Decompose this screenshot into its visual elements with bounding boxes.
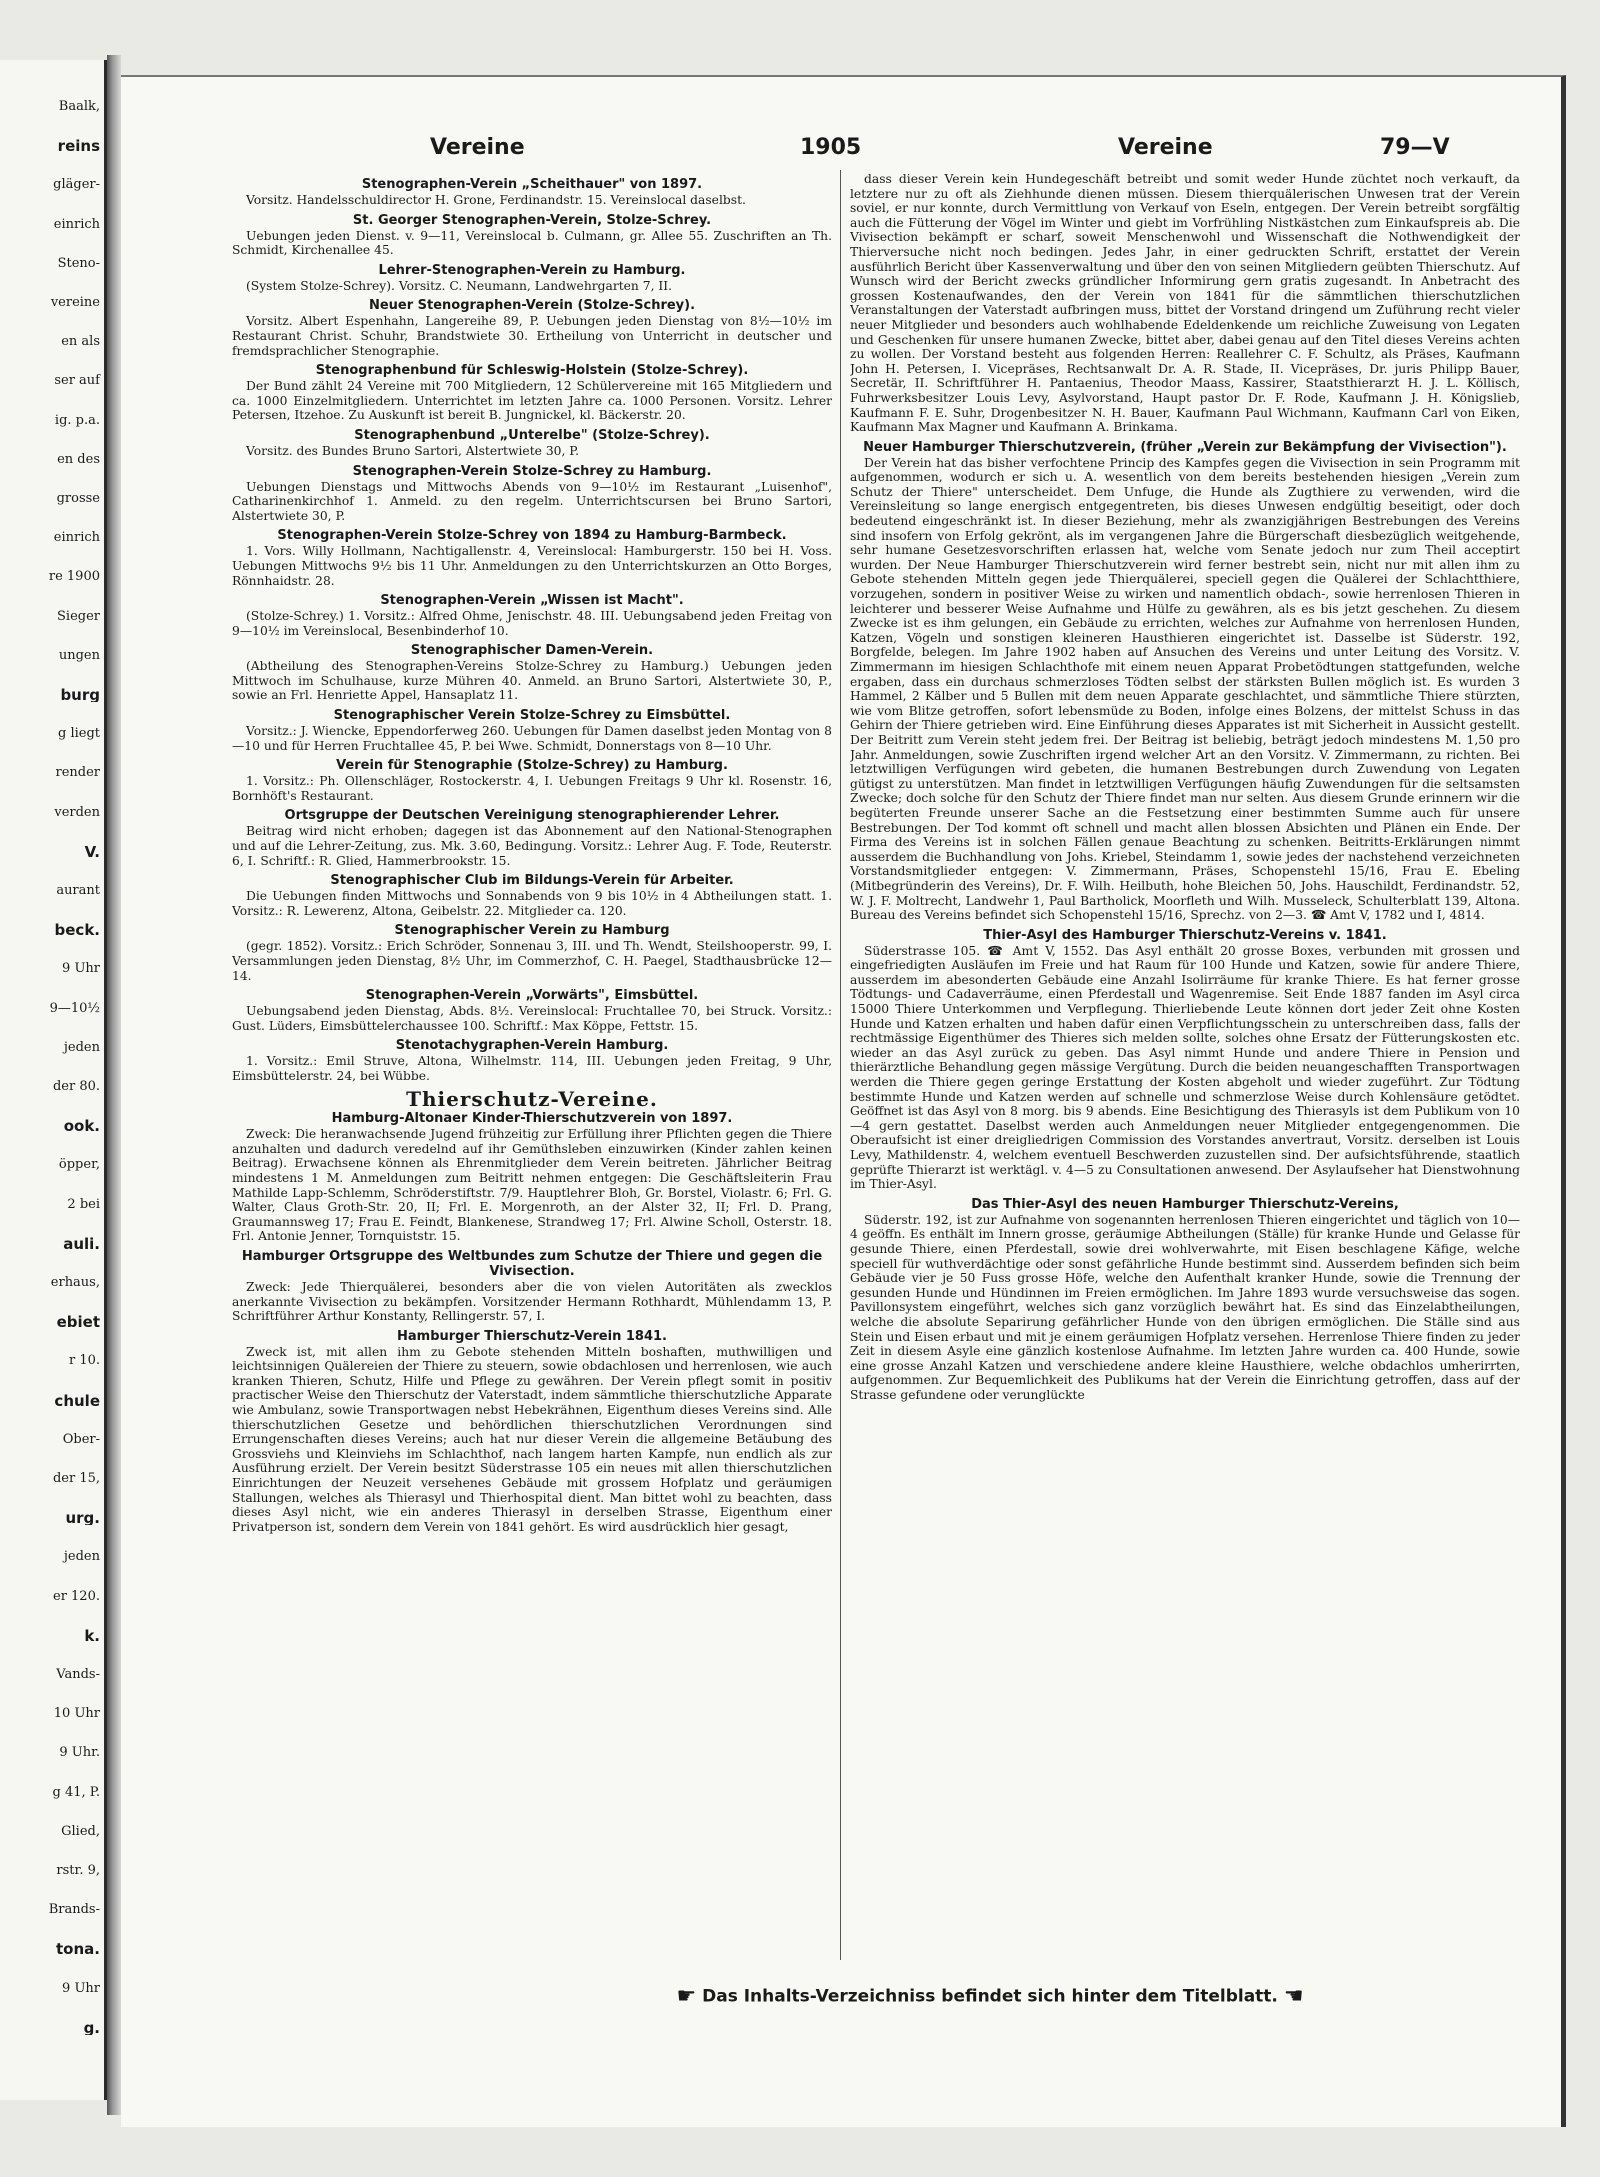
strip-fragment: en als <box>61 335 100 350</box>
strip-fragment: en des <box>57 452 100 467</box>
strip-fragment: ungen <box>58 648 100 663</box>
strip-fragment: grosse <box>56 492 100 506</box>
strip-fragment: 9 Uhr <box>62 1981 100 1996</box>
strip-fragment: 9 Uhr <box>62 962 100 977</box>
strip-fragment: Brands- <box>48 1903 100 1918</box>
strip-fragment: rstr. 9, <box>56 1864 100 1878</box>
adjacent-page-strip <box>0 60 107 2100</box>
book-gutter <box>107 55 121 2115</box>
strip-fragment: Sieger <box>57 609 100 624</box>
strip-fragment: Steno- <box>57 256 100 271</box>
entry-heading: Stenographenbund „Unterelbe" (Stolze-Schrey). <box>354 427 710 443</box>
entry-text: (Stolze-Schrey.) 1. Vorsitz.: Alfred Ohme, Jenischstr. 48. III. Uebungsabend jeden Freitag von 9—10½ im Vereinslocal, Besenbinderhof 10. <box>232 609 832 638</box>
strip-fragment: reins <box>57 139 100 154</box>
entry-text: Vorsitz. Albert Espenhahn, Langereihe 89, P. Uebungen jeden Dienstag von 8½—10½ im Restaurant Christ. Schuhr, Brandstwiete 30. Ertheilung von Unterricht in deutscher und fremdsprachlicher Stenographie. <box>232 314 832 358</box>
entry-text: Uebungen Dienstags und Mittwochs Abends von 9—10½ im Restaurant „Luisenhof", Catharinenkirchhof 1. Anmeld. zu den regelm. Unterrichtscursen bei Bruno Sartori, Alstertwiete 30, P. <box>232 479 832 523</box>
strip-fragment: 9 Uhr. <box>59 1746 100 1761</box>
strip-fragment: Vands- <box>56 1668 100 1682</box>
strip-fragment: öpper, <box>58 1158 100 1173</box>
pointing-hand-icon: ☚ <box>1283 1984 1304 2009</box>
entry-heading: Stenographen-Verein Stolze-Schrey von 1894 zu Hamburg-Barmbeck. <box>277 528 787 544</box>
footer-text: Das Inhalts-Verzeichniss befindet sich hinter dem Titelblatt. <box>702 1986 1278 2007</box>
strip-fragment: einrich <box>53 217 100 232</box>
entry-heading: Ortsgruppe der Deutschen Vereinigung stenographierender Lehrer. <box>284 808 780 824</box>
running-head-year: 1905 <box>800 135 862 160</box>
entry-heading: Stenographen-Verein „Wissen ist Macht". <box>380 593 684 609</box>
entry-text: Vorsitz. des Bundes Bruno Sartori, Alstertwiete 30, P. <box>246 443 579 458</box>
strip-fragment: re 1900 <box>48 570 100 585</box>
section-heading: Thierschutz-Vereine. <box>406 1086 658 1111</box>
entry-text: (gegr. 1852). Vorsitz.: Erich Schröder, Sonnenau 3, III. und Th. Wendt, Steilshooperstr. 99, I. Versammlungen jeden Dienstag, 8½ Uhr, im Commerzhof, C. H. Paegel, Stadthausbrücke 12—14. <box>232 939 832 983</box>
entry-heading: Stenographen-Verein „Vorwärts", Eimsbüttel. <box>365 988 699 1004</box>
strip-fragment: Glied, <box>61 1824 100 1839</box>
left-column <box>232 172 832 1962</box>
strip-fragment: g liegt <box>57 727 100 742</box>
entry-text: Der Verein hat das bisher verfochtene Princip des Kampfes gegen die Vivisection in sein Programm mit aufgenommen, wodurch er sich u. A. wesentlich von dem bereits bestehenden hiesigen „Verein zum Schutz der Thiere" unterscheidet. Dem Unfuge, die Hunde als Zugthiere zu verwenden, wird die Vereinsleitung so lange energisch entgegentreten, bis dieses Unwesen endgültig beseitigt, oder doch bedeutend eingeschränkt ist. In dieser Beziehung, mehr als zwanzigjährigen Bestrebungen des Vereins sind insofern von Erfolg gekrönt, als im vergangenen Jahre die Bürgerschaft diesbezüglich weitgehende, sehr humane Gesetzesvorschriften erlassen hat, welche vom Senate jedoch nur zum Theil acceptirt wurden. Der Neue Hamburger Thierschutzverein wird ferner bestrebt sein, nicht nur mit allen ihm zu Gebote stehenden Mitteln gegen jede Thierquälerei, speciell gegen die Quälerei der Schlachtthiere, vorzugehen, sondern in positiver Weise zu wirken und namentlich obdach-, sowie herrenlosen Thieren in leichterer und besserer Weise Aufnahme und Hülfe zu gewähren, als es bis jetzt geschehen. Zu diesem Zwecke ist es ihm gelungen, ein Gebäude zu errichten, welches zur Aufnahme von herrenlosen Hunden, Katzen, Vögeln und sonstigen kleineren Hausthieren eingerichtet ist. Dasselbe ist Süderstr. 192, Borgfelde, belegen. Im Jahre 1902 haben auf Ansuchen des Vereins und unter Leitung des Vorsitz. V. Zimmermann im hiesigen Schlachthofe mit einem neuen Apparat Probetödtungen stattgefunden, welche ergaben, dass ein durchaus schmerzloses Tödten selbst der stärksten Bullen möglich ist. Es wurden 3 Hammel, 2 Kälber und 5 Bullen mit dem neuen Apparate geschlachtet, und sämmtliche Thiere stürzten, wie vom Blitze getroffen, sofort lebensmüde zu Boden, infolge eines Bolzens, der mittelst Schuss in das Gehirn der Thiere getrieben wird. Eine Einführung dieses Apparates ist mit Sicherheit in Aussicht gestellt. Der Beitritt zum Verein steht jedem frei. Der Beitrag ist beliebig, beträgt jedoch mindestens M. 1,50 pro Jahr. Anmeldungen, sowie Zuschriften irgend welcher Art an den Vorsitz. V. Zimmermann, zu richten. Bei letztwilligen Verfügungen wird gebeten, die humanen Bestrebungen durch Zuwendung von Legaten gütigst zu unterstützen. Man findet in letztwilligen Verfügungen häufig Zuwendungen für die seltsamsten Zwecke; doch solche für den Schutz der Thiere findet man nur selten. Aus diesem Grunde erinnern wir die begüterten Freunde unserer Sache an die Festsetzung einer bestimmten Summe auch für unsere Bestrebungen. Der Tod kommt oft schnell und macht allen blossen Absichten und Plänen ein Ende. Der Firma des Vereins ist in solchen Fällen genaue Beachtung zu schenken. Beitritts-Erklärungen nimmt ausserdem die Buchhandlung von Johs. Kriebel, Steindamm 1, sowie jedes der nachstehend verzeichneten Vorstandsmitglieder entgegen: V. Zimmermann, Präses, Schopenstehl 15/16, Frau E. Ebeling (Mitbegründerin des Vereins), Dr. F. Wilh. Heilbuth, hohe Bleichen 50, Johs. Hauschildt, Ferdinandstr. 52, W. J. F. Moltrecht, Landwehr 1, Paul Bartholick, Moorfleth und Wilh. Musseleck, Schulterblatt 139, Altona. Bureau des Vereins befindet sich Schopenstehl 15/16, Sprechz. von 2—3. ☎ Amt V, 1782 und I, 4814. <box>850 455 1520 923</box>
entry-heading: Stenographen-Verein „Scheithauer" von 1897. <box>361 177 703 192</box>
entry-text: Der Bund zählt 24 Vereine mit 700 Mitgliedern, 12 Schülervereine mit 165 Mitgliedern und ca. 1000 Einzelmitgliedern. Unterrichtet im letzten Jahre ca. 1000 Personen. Vorsitz. Lehrer Petersen, Itzehoe. Zu Auskunft ist bereit B. Jungnickel, kl. Bäckerstr. 20. <box>232 379 832 423</box>
entry-heading: Lehrer-Stenographen-Verein zu Hamburg. <box>378 262 686 278</box>
strip-fragment: Ober- <box>62 1432 100 1447</box>
strip-fragment: ebiet <box>56 1315 100 1330</box>
entry-text: Die Uebungen finden Mittwochs und Sonnabends von 9 bis 10½ in 4 Abtheilungen statt. 1. Vorsitz.: R. Lewerenz, Altona, Geibelstr. 22. Mitglieder ca. 120. <box>232 889 832 918</box>
entry-heading: Das Thier-Asyl des neuen Hamburger Thierschutz-Vereins, <box>971 1196 1399 1212</box>
entry-text: Zweck: Jede Thierquälerei, besonders aber die von vielen Autoritäten als zwecklos anerkannte Vivisection zu bekämpfen. Vorsitzender Hermann Rothhardt, Mühlendamm 13, P. Schriftführer Arthur Konstanty, Rellingerstr. 57, I. <box>232 1279 832 1324</box>
strip-fragment: 10 Uhr <box>53 1707 100 1722</box>
entry-text: (System Stolze-Schrey). Vorsitz. C. Neumann, Landwehrgarten 7, II. <box>246 278 673 293</box>
entry-text: Uebungen jeden Dienst. v. 9—11, Vereinslocal b. Culmann, gr. Allee 55. Zuschriften an Th. Schmidt, Kirchenallee 45. <box>232 228 832 258</box>
entry-heading: Hamburger Thierschutz-Verein 1841. <box>397 1328 667 1344</box>
strip-fragment: g. <box>83 2020 100 2035</box>
strip-fragment: tona. <box>56 1942 100 1957</box>
strip-fragment: vereine <box>50 296 100 310</box>
entry-heading: Neuer Hamburger Thierschutzverein, (früher „Verein zur Bekämpfung der Vivisection"). <box>863 439 1507 455</box>
entry-text: 1. Vorsitz.: Emil Struve, Altona, Wilhelmstr. 114, III. Uebungen jeden Freitag, 9 Uhr, Eimsbüttelerstr. 24, bei Wübbe. <box>232 1054 832 1083</box>
entry-heading: Stenographen-Verein Stolze-Schrey zu Hamburg. <box>352 463 712 479</box>
strip-fragment: urg. <box>65 1511 100 1526</box>
strip-fragment: r 10. <box>68 1354 100 1369</box>
strip-fragment: ser auf <box>54 374 100 389</box>
entry-heading: Stenographenbund für Schleswig-Holstein (Stolze-Schrey). <box>315 363 749 379</box>
entry-text: Vorsitz.: J. Wiencke, Eppendorferweg 260. Uebungen für Damen daselbst jeden Montag von 8—10 und für Herren Fruchtallee 45, P. bei Wwe. Schmidt, Donnerstags von 8—10 Uhr. <box>232 724 832 753</box>
entry-text: Süderstrasse 105. ☎ Amt V, 1552. Das Asyl enthält 20 grosse Boxes, verbunden mit grossen und eingefriedigten Ausläufen im Freie und hat Raum für 100 Hunde und Katzen, sowie für andere Thiere, ausserdem im abesonderten Gebäude eine Anzahl Isolirräume für kranke Thiere. Es hat ferner grosse Tödtungs- und Cadaverräume, einen Pferdestall und Wagenremise. Seit Ende 1887 fanden im Asyl circa 15000 Thiere Unterkommen und Verpflegung. Thierliebende Leute können dort jeder Zeit ohne Kosten Hunde und Katzen erhalten und haben dafür einen Verpflichtungsschein zu unterschreiben dass, falls der rechtmässige Eigenthümer des Thieres sich melden sollte, solches ohne Ersatz der Fütterungskosten etc. wieder an das Asyl zurück zu geben. Das Asyl nimmt Hunde und andere Thiere in Pension und thierärztliche Behandlung gegen mässige Vergütung. Durch die beiden neuangeschafften Transportwagen werden die Thiere gegen geringe Erstattung der Kosten abgeholt und wieder zugeführt. Zur Tödtung bestimmte Hunde und Katzen werden auf schnelle und schmerzlose Weise durch Kohlensäure getödtet. Geöffnet ist das Asyl von 8 morg. bis 9 abends. Eine Besichtigung des Thierasyls ist dem Publikum von 10—4 gern gestattet. Daselbst werden auch Anmeldungen neuer Mitglieder entgegengenommen. Die Oberaufsicht ist einer dreigliedrigen Commission des Vorstandes anvertraut, Vorsitz. derselben ist Louis Levy, Mathildenstr. 4, welchem eventuell Beschwerden zuzustellen sind. Der aufsichtsführende, staatlich geprüfte Thierarzt ist werktägl. v. 4—5 zu Consultationen anwesend. Der Asylaufseher hat Dienstwohnung im Thier-Asyl. <box>850 943 1520 1192</box>
strip-fragment: render <box>55 766 100 781</box>
strip-fragment: chule <box>54 1393 100 1408</box>
entry-text: dass dieser Verein kein Hundegeschäft betreibt und somit weder Hunde züchtet noch verkauft, da letztere nur zu oft als Ziehhunde dienen müssen. Diesem thierquälerischen Unwesen trat der Verein soviel, er nur konnte, durch Vermittlung von Verkauf von Eseln, entgegen. Der Verein betreibt sorgfältig auch die Fütterung der Vögel im Winter und giebt im Vorfrühling Nistkästchen zum Einkaufspreis ab. Die Vivisection bekämpft er scharf, soweit Menschenwohl und Wissenschaft die Nothwendigkeit der Thierversuche nicht noch bedingen. Jedes Jahr, in einer gedruckten Schrift, erstattet der Verein ausführlich Bericht über Kassenverwaltung und über den von seinen Mitgliedern geübten Thierschutz. Auf Wunsch wird der Bericht zwecks gründlicher Informirung gern gratis zugesandt. In Anbetracht des grossen Kostenaufwandes, den der Verein von 1841 für die sämmtlichen thierschutzlichen Veranstaltungen der Vaterstadt aufbringen muss, bittet der Vorstand dringend um Zuführung recht vieler neuer Mitglieder und besonders auch wohlhabende Edeldenkende um reichliche Zuweisung von Legaten und Geschenken für unsere humanen Zwecke, bittet aber, dabei genau auf den Titel dieses Vereins achten zu wollen. Der Vorstand besteht aus folgenden Herren: Reallehrer C. F. Schultz, als Präses, Kaufmann John H. Petersen, I. Vicepräses, Rechtsanwalt Dr. A. R. Stade, II. Vicepräses, Dr. juris Philipp Bauer, Secretär, II. Schriftführer H. Pantaenius, Theodor Maass, Kassirer, Staatsthierarzt H. J. L. Köllisch, Fuhrwerksbesitzer Louis Levy, Asylvorstand, Haupt pastor Dr. F. Rode, Kaufmann J. H. Königslieb, Kaufmann F. E. Suhr, Drogenbesitzer N. H. Bauer, Kaufmann Paul Wichmann, Kaufmann Carl von Eiken, Kaufmann Max Magner und Kaufmann A. Brinkama. <box>850 172 1520 435</box>
running-head-left: Vereine <box>430 135 525 160</box>
strip-fragment: V. <box>84 844 100 859</box>
entry-heading: Neuer Stenographen-Verein (Stolze-Schrey). <box>368 298 696 314</box>
right-column <box>850 172 1520 1962</box>
footer-note <box>470 1984 1510 2009</box>
strip-fragment: gläger- <box>53 178 100 193</box>
entry-heading: Stenographischer Verein zu Hamburg <box>394 923 670 939</box>
strip-fragment: 9—10½ <box>49 1001 100 1016</box>
strip-fragment: jeden <box>63 1550 100 1565</box>
strip-fragment: er 120. <box>53 1589 100 1604</box>
strip-fragment: ig. p.a. <box>54 413 100 428</box>
strip-fragment: g 41, P. <box>52 1785 100 1800</box>
strip-fragment: jeden <box>63 1040 100 1055</box>
entry-heading: Stenotachygraphen-Verein Hamburg. <box>395 1038 669 1054</box>
entry-heading: St. Georger Stenographen-Verein, Stolze-Schrey. <box>352 212 712 228</box>
entry-heading: Thier-Asyl des Hamburger Thierschutz-Vereins v. 1841. <box>983 927 1387 943</box>
entry-heading: Verein für Stenographie (Stolze-Schrey) zu Hamburg. <box>336 758 728 774</box>
strip-fragment: k. <box>84 1628 100 1643</box>
entry-text: Zweck: Die heranwachsende Jugend frühzeitig zur Erfüllung ihrer Pflichten gegen die Thiere anzuhalten und dadurch veredelnd auf ihr Gemüthsleben einzuwirken (Kinder zahlen keinen Beitrag). Erwachsene können als Ehrenmitglieder dem Verein beitreten. Jährlicher Beitrag mindestens 1 M. Anmeldungen zum Beitritt nehmen entgegen: Die Geschäftsleiterin Frau Mathilde Lapp-Schlemm, Schröderstiftstr. 7/9. Hauptlehrer Bloh, Gr. Borstel, Violastr. 6; Frl. G. Walter, Claus Groth-Str. 20, II; Frl. E. Morgenroth, an der Alster 32, II; Frl. D. Prang, Graumannsweg 17; Frau E. Feindt, Blankenese, Strandweg 17; Frl. Alwine Scholl, Osterstr. 18. Frl. Antonie Jenner, Tornquiststr. 15. <box>232 1127 832 1244</box>
strip-fragment: der 80. <box>52 1080 100 1094</box>
entry-text: Beitrag wird nicht erhoben; dagegen ist das Abonnement auf den National-Stenographen und auf die Lehrer-Zeitung, zus. Mk. 3.60, Bedingung. Vorsitz.: Lehrer Aug. F. Tode, Reuterstr. 6, I. Schriftf.: R. Glied, Hammerbrookstr. 15. <box>232 824 832 868</box>
strip-fragment: erhaus, <box>50 1276 100 1290</box>
strip-fragment: einrich <box>53 531 100 546</box>
entry-text: 1. Vors. Willy Hollmann, Nachtigallenstr. 4, Vereinslocal: Hamburgerstr. 150 bei H. Voss. Uebungen Mittwochs 9½ bis 11 Uhr. Anmeldungen zu den Unterrichtskurzen an Otto Borges, Rönnhaidstr. 28. <box>232 544 832 588</box>
page-number: 79—V <box>1380 135 1450 160</box>
entry-text: (Abtheilung des Stenographen-Vereins Stolze-Schrey zu Hamburg.) Uebungen jeden Mittwoch im Schulhause, kurze Mühren 40. Anmeld. an Bruno Sartori, Alstertwiete 30, P., sowie an Frl. Henriette Appel, Hansaplatz 11. <box>232 659 832 703</box>
entry-text: Zweck ist, mit allen ihm zu Gebote stehenden Mitteln boshaften, muthwilligen und leichtsinnigen Quälereien der Thiere zu steuern, sowie obdachlosen und herrenlosen, wie auch kranken Thieren, Schutz, Hilfe und Pflege zu gewähren. Der Verein pflegt somit in positiv practischer Weise den Thierschutz der Vaterstadt, indem sämmtliche thierschutzliche Apparate wie Ambulanz, sowie Transportwagen nebst Hebekrähnen, Eigenthum dieses Vereins sind. Alle thierschutzlichen Gesetze und behördlichen thierschutzlichen Verordnungen sind Errungenschaften dieses Vereins; auch hat nur dieser Verein die allgemeine Betäubung des Grossviehs und Kleinviehs im Schlachthof, nach langem harten Kampfe, nun endlich als zur Ausführung erzielt. Der Verein besitzt Süderstrasse 105 ein neues mit allen thierschutzlichen Einrichtungen der Neuzeit versehenes Gebäude mit grossem Hofplatz und geräumigen Stallungen, welches als Thierasyl und Thierhospital dient. Man bittet wohl zu beachten, dass dieses Asyl nicht, wie ein anderes Thierasyl in derselben Strasse, Eigenthum einer Privatperson ist, sondern dem Verein von 1841 gehört. Es wird ausdrücklich hier gesagt, <box>232 1344 832 1534</box>
strip-fragment: 2 bei <box>67 1197 100 1212</box>
entry-heading: Hamburger Ortsgruppe des Weltbundes zum Schutze der Thiere und gegen die Vivisection. <box>241 1248 823 1279</box>
entry-heading: Hamburg-Altonaer Kinder-Thierschutzverein von 1897. <box>331 1111 733 1127</box>
entry-heading: Stenographischer Damen-Verein. <box>410 643 654 659</box>
strip-fragment: beck. <box>54 923 100 938</box>
strip-fragment: der 15, <box>52 1472 100 1486</box>
strip-fragment: verden <box>54 805 100 820</box>
running-head-right: Vereine <box>1118 135 1213 160</box>
entry-text: 1. Vorsitz.: Ph. Ollenschläger, Rostockerstr. 4, I. Uebungen Freitags 9 Uhr kl. Rosenstr. 16, Bornhöft's Restaurant. <box>232 774 832 803</box>
entry-text: Süderstr. 192, ist zur Aufnahme von sogenannten herrenlosen Thieren eingerichtet und täglich von 10—4 geöffn. Es enthält im Innern grosse, geräumige Abtheilungen (Ställe) für kranke Hunde und Gelasse für gesunde Thiere, einen Pferdestall, sowie drei wohlverwahrte, mit Eisen beschlagene Käfige, welche speciell für wuthverdächtige oder sonst gefährliche Hunde bestimmt sind. Ausserdem befinden sich beim Gebäude vier je 50 Fuss grosse Höfe, welche den Aufenthalt kranker Hunde, sowie die Trennung der gesunden Hunde und Hündinnen im Freien ermöglichen. Im Jahre 1893 wurde versuchsweise das sogen. Pavillonsystem eingeführt, welches sich ganz vorzüglich bewährt hat. Es sind das Einzelabtheilungen, welche die absolute Separirung gefährlicher Hunde von den übrigen ermöglichen. Die Ställe sind aus Stein und Eisen erbaut und mit je einem geräumigen Hofplatz versehen. Herrenlose Thiere finden zu jeder Zeit in diesem Asyle eine gänzlich kostenlose Aufnahme. Im letzten Jahre wurden ca. 400 Hunde, sowie eine grosse Anzahl Katzen und verschiedene andere kleine Hausthiere, welche obdachlos umherirrten, aufgenommen. Zur Bequemlichkeit des Publikums hat der Verein die Einrichtung getroffen, dass auf der Strasse gefundene oder verunglückte <box>850 1212 1520 1402</box>
strip-fragment: ook. <box>63 1119 100 1134</box>
pointing-hand-icon: ☛ <box>676 1984 697 2009</box>
entry-heading: Stenographischer Verein Stolze-Schrey zu Eimsbüttel. <box>333 708 731 724</box>
strip-fragment: Baalk, <box>58 100 100 114</box>
column-rule <box>840 170 841 1960</box>
strip-fragment: auli. <box>63 1236 100 1251</box>
entry-heading: Stenographischer Club im Bildungs-Verein für Arbeiter. <box>330 873 734 889</box>
entry-text: Uebungsabend jeden Dienstag, Abds. 8½. Vereinslocal: Fruchtallee 70, bei Struck. Vorsitz.: Gust. Lüders, Eimsbüttelerchaussee 100. Schriftf.: Max Köppe, Fettstr. 15. <box>232 1004 832 1033</box>
entry-text: Vorsitz. Handelsschuldirector H. Grone, Ferdinandstr. 15. Vereinslocal daselbst. <box>246 193 746 207</box>
strip-fragment: aurant <box>56 884 100 898</box>
strip-fragment: burg <box>60 688 100 702</box>
